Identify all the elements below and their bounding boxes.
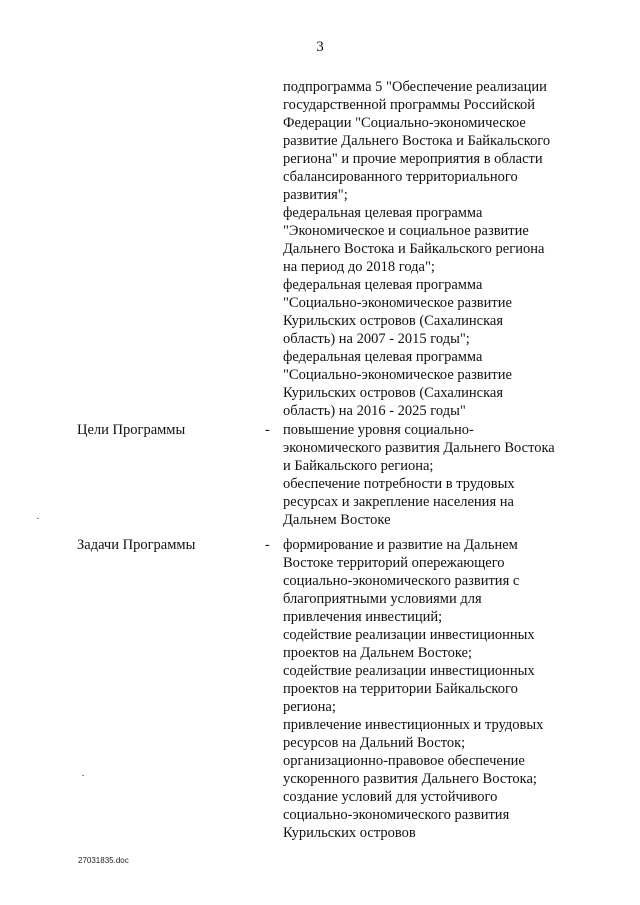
page-number: 3: [316, 39, 324, 55]
continuation-line: федеральная целевая программа: [283, 349, 483, 365]
continuation-line: развитие Дальнего Востока и Байкальского: [283, 133, 551, 149]
tasks-line: создание условий для устойчивого: [283, 789, 498, 805]
tasks-line: ресурсов на Дальний Восток;: [283, 735, 466, 751]
tasks-line: формирование и развитие на Дальнем: [283, 537, 518, 553]
continuation-line: Федерации "Социально-экономическое: [283, 115, 526, 131]
tasks-line: региона;: [283, 699, 336, 715]
tasks-line: содействие реализации инвестиционных: [283, 627, 535, 643]
tasks-line: ускоренного развития Дальнего Востока;: [283, 771, 537, 787]
tasks-line: Востоке территорий опережающего: [283, 555, 505, 571]
tasks-label: Задачи Программы: [77, 537, 196, 553]
continuation-line: Курильских островов (Сахалинская: [283, 313, 504, 329]
continuation-line: Курильских островов (Сахалинская: [283, 385, 504, 401]
continuation-line: "Социально-экономическое развитие: [283, 367, 512, 383]
continuation-content: [283, 78, 550, 420]
tasks-content: [283, 536, 543, 842]
goals-dash: -: [265, 422, 270, 438]
continuation-line: "Социально-экономическое развитие: [283, 295, 512, 311]
tasks-line: социально-экономического развития с: [283, 573, 520, 589]
goals-content: [283, 421, 555, 529]
continuation-line: региона" и прочие мероприятия в области: [283, 151, 543, 167]
tasks-line: содействие реализации инвестиционных: [283, 663, 535, 679]
goals-line: Дальнем Востоке: [283, 512, 391, 528]
tasks-line: проектов на территории Байкальского: [283, 681, 518, 697]
continuation-line: "Экономическое и социальное развитие: [283, 223, 529, 239]
goals-label: Цели Программы: [77, 422, 186, 438]
continuation-line: федеральная целевая программа: [283, 205, 483, 221]
goals-line: повышение уровня социально-: [283, 422, 474, 438]
tasks-line: благоприятными условиями для: [283, 591, 482, 607]
tasks-line: привлечения инвестиций;: [283, 609, 443, 625]
tasks-line: социально-экономического развития: [283, 807, 510, 823]
goals-line: и Байкальского региона;: [283, 458, 434, 474]
tasks-line: организационно-правовое обеспечение: [283, 753, 525, 769]
continuation-line: на период до 2018 года";: [283, 259, 435, 275]
continuation-line: Дальнего Востока и Байкальского региона: [283, 241, 545, 257]
tasks-line: привлечение инвестиционных и трудовых: [283, 717, 544, 733]
tasks-line: проектов на Дальнем Востоке;: [283, 645, 472, 661]
goals-line: ресурсах и закрепление населения на: [283, 494, 514, 510]
scan-speck: [82, 775, 84, 776]
goals-line: обеспечение потребности в трудовых: [283, 476, 515, 492]
continuation-line: государственной программы Российской: [283, 97, 536, 113]
scan-speck: [37, 518, 39, 519]
tasks-line: Курильских островов: [283, 825, 416, 841]
continuation-line: федеральная целевая программа: [283, 277, 483, 293]
footer-filename: 27031835.doc: [78, 856, 129, 865]
goals-line: экономического развития Дальнего Востока: [283, 440, 555, 456]
continuation-line: подпрограмма 5 "Обеспечение реализации: [283, 79, 547, 95]
continuation-line: область) на 2016 - 2025 годы": [283, 403, 466, 419]
tasks-dash: -: [265, 537, 270, 553]
continuation-line: сбалансированного территориального: [283, 169, 518, 185]
continuation-line: область) на 2007 - 2015 годы";: [283, 331, 470, 347]
continuation-line: развития";: [283, 187, 348, 203]
